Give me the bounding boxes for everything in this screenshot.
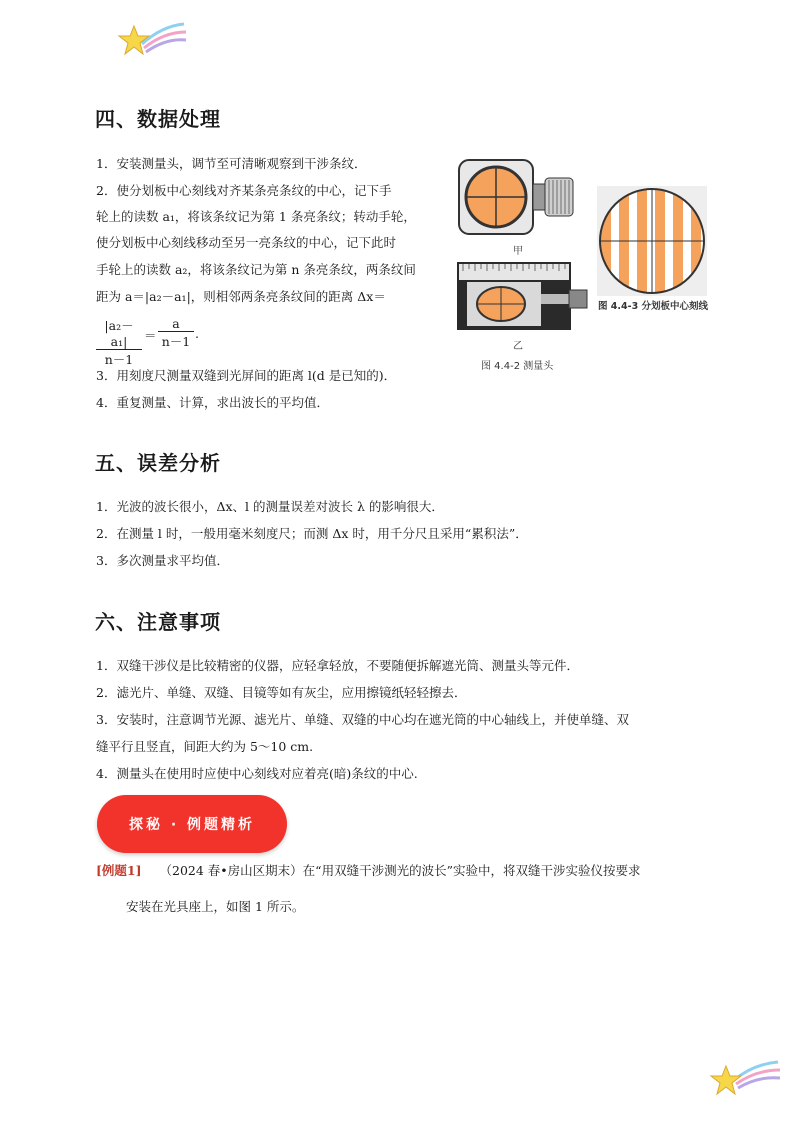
example-line [96,861,640,881]
fraction-denominator: n－1 [104,352,134,367]
measuring-head-figure-yi [457,262,589,332]
text-line: 3．安装时，注意调节光源、滤光片、单缝、双缝的中心均在遮光筒的中心轴线上，并使单缝、双 [96,712,629,727]
text-line: 距为 a＝|a₂－a₁|，则相邻两条亮条纹间的距离 Δx＝ [96,289,386,304]
section-title-data-processing: 四、数据处理 [95,107,221,131]
text-line: 2．在测量 l 时，一般用毫米刻度尺；而测 Δx 时，用千分尺且采用“累积法”． [96,526,528,541]
text-line: 4．重复测量、计算，求出波长的平均值． [96,395,329,410]
text-line: 缝平行且竖直，间距大约为 5～10 cm. [96,739,314,754]
text-line: 轮上的读数 a₁，将该条纹记为第 1 条亮条纹；转动手轮， [96,209,416,224]
shooting-star-icon-top [112,18,192,64]
reticle-center-line-figure [597,186,707,296]
text-line: 2．使分划板中心刻线对齐某条亮条纹的中心，记下手 [96,183,392,198]
text-line: 使分划板中心刻线移动至另一亮条纹的中心，记下此时 [96,235,397,250]
period: . [195,326,199,341]
example-section-banner [97,795,287,853]
example-line-continued: 安装在光具座上，如图 1 所示。 [126,899,305,914]
banner-label: 探秘 · 例题精析 [128,817,256,833]
example-text: （2024 春•房山区期末）在“用双缝干涉测光的波长”实验中，将双缝干涉实验仪按要求 [159,863,641,878]
section-title-precautions: 六、注意事项 [95,610,221,634]
figure-label-yi: 乙 [513,341,523,352]
text-line: 2．滤光片、单缝、双缝、目镜等如有灰尘，应用擦镜纸轻轻擦去． [96,685,467,700]
section-title-error-analysis: 五、误差分析 [95,451,221,475]
text-line: 3．用刻度尺测量双缝到光屏间的距离 l(d 是已知的)． [96,368,397,383]
text-line: 1．安装测量头，调节至可清晰观察到干涉条纹． [96,156,367,171]
text-line: 1．光波的波长很小，Δx、l 的测量误差对波长 λ 的影响很大． [96,499,444,514]
figure-caption-4-4-3: 图 4.4-3 分划板中心刻线 [598,301,708,312]
fraction-denominator: n－1 [161,334,191,349]
shooting-star-icon-bottom [704,1056,784,1102]
text-line: 1．双缝干涉仪是比较精密的仪器，应轻拿轻放，不要随便拆解遮光筒、测量头等元件． [96,658,579,673]
figure-caption-4-4-2: 图 4.4-2 测量头 [481,361,554,372]
fraction-numerator: a [158,316,194,332]
text-line: 3．多次测量求平均值． [96,553,229,568]
fraction-numerator: |a₂－a₁| [96,316,142,350]
fraction-formula [96,316,206,367]
example-tag: [例题1] [96,863,142,878]
figure-label-jia: 甲 [513,246,523,257]
equals-sign: ＝ [144,328,157,343]
text-line: 手轮上的读数 a₂，将该条纹记为第 n 条亮条纹，两条纹间 [96,262,416,277]
text-line: 4．测量头在使用时应使中心刻线对应着亮(暗)条纹的中心. [96,766,418,781]
measuring-head-figure-jia [457,158,579,240]
